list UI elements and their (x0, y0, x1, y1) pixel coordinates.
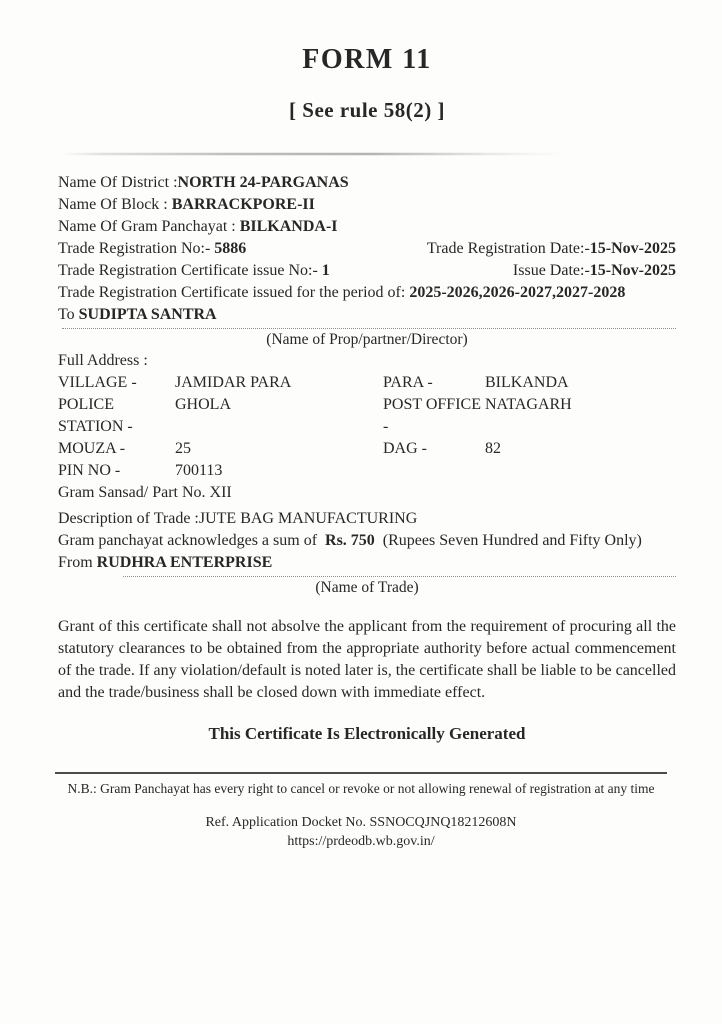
trade-name-line (58, 552, 676, 574)
address-value (485, 460, 676, 482)
address-value: 82 (485, 440, 501, 457)
address-row (58, 438, 676, 460)
trade-name: RUDHRA ENTERPRISE (96, 554, 273, 571)
portal-url: https://prdeodb.wb.gov.in/ (287, 834, 435, 849)
address-row (58, 372, 676, 394)
gram-sansad-line: Gram Sansad/ Part No. XII (58, 484, 232, 501)
district-label: Name Of District : (58, 174, 178, 191)
registration-date-label: Trade Registration Date:- (426, 240, 590, 257)
issue-no-date-row (58, 260, 676, 282)
trade-description-value: JUTE BAG MANUFACTURING (198, 510, 418, 527)
period-line (58, 282, 676, 304)
gram-panchayat-label: Name Of Gram Panchayat : (58, 218, 240, 235)
full-address-label: Full Address : (58, 352, 148, 369)
period-value: 2025-2026,2026-2027,2027-2028 (409, 284, 626, 301)
registration-no-value: 5886 (214, 240, 247, 257)
electronically-generated-note: This Certificate Is Electronically Generated (208, 724, 526, 743)
reference-block (55, 813, 667, 851)
acknowledged-sum-line (58, 530, 676, 552)
form-title: FORM 11 (302, 44, 432, 75)
address-row (58, 460, 676, 482)
holder-name-line (58, 304, 676, 326)
trade-name-caption: (Name of Trade) (315, 579, 419, 596)
docket-reference: Ref. Application Docket No. SSNOCQJNQ18212608N (205, 815, 517, 830)
nb-note: N.B.: Gram Panchayat has every right to cancel or revoke or not allowing renewal of registration at any time (67, 781, 655, 796)
to-label: To (58, 306, 79, 323)
address-value: 25 (175, 440, 191, 457)
disclaimer-paragraph: Grant of this certificate shall not absolve the applicant from the requirement of procuring all the statutory clearances to be obtained from the appropriate authority before actual commencement of the trade. If any violation/default is noted later is, the certificate shall be liable to be cancelled and the trade/business shall be closed down with immediate effect. (58, 618, 676, 701)
period-label: Trade Registration Certificate issued for the period of: (58, 284, 410, 301)
address-label: MOUZA - (58, 440, 126, 457)
registration-date (427, 238, 676, 260)
gram-panchayat-value: BILKANDA-I (239, 218, 338, 235)
issue-date-value: 15-Nov-2025 (589, 262, 676, 279)
address-value: NATAGARH (485, 396, 572, 413)
holder-name: SUDIPTA SANTRA (78, 306, 217, 323)
district-line (58, 172, 676, 194)
from-label: From (58, 554, 97, 571)
district-value: NORTH 24-PARGANAS (177, 174, 349, 191)
registration-date-value: 15-Nov-2025 (589, 240, 676, 257)
address-value: GHOLA (175, 396, 231, 413)
registration-no (58, 238, 246, 260)
address-value: BILKANDA (485, 374, 569, 391)
issue-no (58, 260, 330, 282)
block-label: Name Of Block : (58, 196, 172, 213)
issue-date-label: Issue Date:- (512, 262, 590, 279)
address-row (58, 394, 676, 438)
block-value: BARRACKPORE-II (171, 196, 315, 213)
trade-description-label: Description of Trade : (58, 510, 199, 527)
block-line (58, 194, 676, 216)
address-label: VILLAGE - (58, 374, 137, 391)
footer (55, 772, 667, 851)
registration-details (58, 172, 676, 598)
sum-amount: Rs. 750 (325, 532, 375, 549)
rule-reference: [ See rule 58(2) ] (289, 98, 445, 122)
address-label: PARA - (383, 374, 433, 391)
address-label: DAG - (383, 440, 427, 457)
sum-prefix: Gram panchayat acknowledges a sum of (58, 532, 326, 549)
issue-no-label: Trade Registration Certificate issue No:- (58, 262, 322, 279)
registration-no-label: Trade Registration No:- (58, 240, 215, 257)
address-label (383, 460, 485, 482)
footer-divider (55, 772, 667, 774)
issue-no-value: 1 (321, 262, 330, 279)
address-value: 700113 (175, 462, 223, 479)
issue-date (513, 260, 676, 282)
trade-description-line (58, 508, 676, 530)
scan-artifact-line (62, 153, 562, 155)
holder-name-caption: (Name of Prop/partner/Director) (266, 331, 468, 348)
address-value: JAMIDAR PARA (175, 374, 292, 391)
sum-in-words: (Rupees Seven Hundred and Fifty Only) (374, 532, 642, 549)
registration-no-date-row (58, 238, 676, 260)
address-label: PIN NO - (58, 462, 121, 479)
address-label: POST OFFICE - (383, 396, 481, 435)
address-label: POLICE STATION - (58, 396, 133, 435)
gram-panchayat-line (58, 216, 676, 238)
